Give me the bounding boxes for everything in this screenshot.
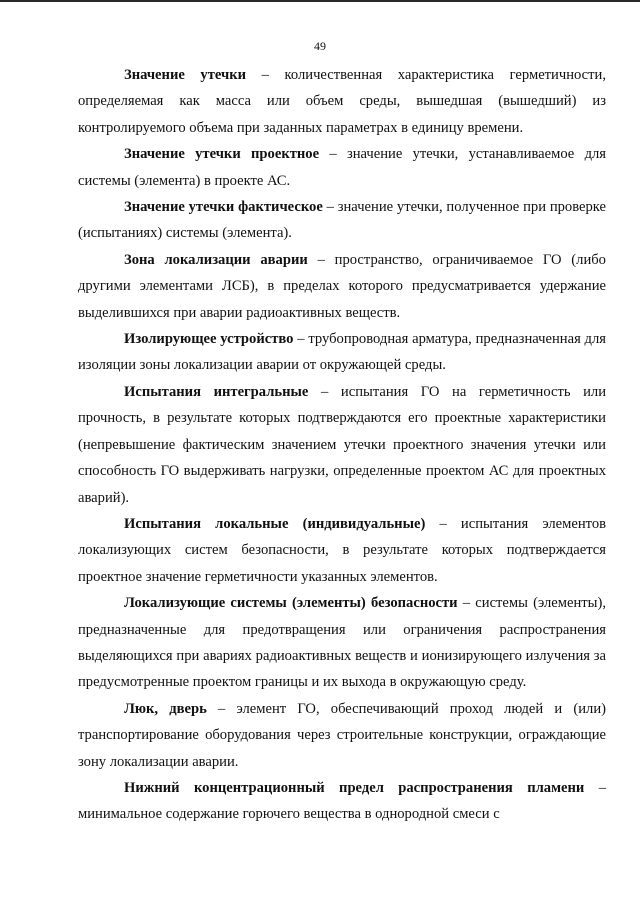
definition-paragraph (78, 247, 606, 326)
definition-text: – испытания ГО на герметичность или прочность, в результате которых подтверждаются его проектные характеристики (непревышение фактическим значением утечки проектного значения утечки или способность ГО выдерживать нагрузки, определенные проектом АС для проектных аварий). (78, 383, 607, 506)
definition-term: Изолирующее устройство (124, 331, 294, 348)
definition-text: – элемент ГО, обеспечивающий проход людей и (или) транспортирование оборудования через строительные конструкции, ограждающие зону локализации аварии. (78, 700, 606, 770)
definition-paragraph (78, 696, 606, 775)
definition-paragraph (78, 62, 606, 141)
definition-text: – трубопроводная арматура, предназначенная для изоляции зоны локализации аварии от окружающей среды. (78, 331, 606, 374)
top-rule (0, 0, 640, 2)
definition-paragraph (78, 590, 606, 696)
definition-term: Значение утечки фактическое (124, 199, 323, 216)
definition-term: Нижний концентрационный предел распространения пламени (124, 779, 585, 796)
definition-paragraph (78, 141, 606, 194)
definition-term: Зона локализации аварии (124, 251, 308, 268)
definition-term: Испытания интегральные (124, 383, 309, 400)
definition-term: Люк, дверь (124, 700, 207, 717)
definition-text: – значение утечки, устанавливаемое для системы (элемента) в проекте АС. (78, 146, 606, 189)
definition-text: – системы (элементы), предназначенные для предотвращения или ограничения распространения выделяющихся при авариях радиоактивных веществ и ионизирующего излучения за предусмотренные проектом границы и их выхода в окружающую среду. (78, 595, 606, 691)
definition-term: Значение утечки проектное (124, 146, 320, 163)
definition-term: Значение утечки (124, 67, 247, 83)
page-number: 49 (314, 39, 326, 53)
definition-text: – пространство, ограничиваемое ГО (либо другими элементами ЛСБ), в пределах которого предусматривается удержание выделившихся при аварии радиоактивных веществ. (78, 251, 606, 321)
document-body (78, 62, 606, 828)
definition-paragraph (78, 511, 606, 590)
definition-paragraph (78, 194, 606, 247)
definition-paragraph (78, 326, 606, 379)
definition-paragraph (78, 379, 606, 511)
definition-text: – минимальное содержание горючего вещества в однородной смеси с (78, 779, 607, 823)
definition-text: – испытания элементов локализующих систем безопасности, в результате которых подтверждается проектное значение герметичности указанных элементов. (78, 515, 607, 585)
definition-term: Испытания локальные (индивидуальные) (124, 515, 426, 532)
definition-paragraph (78, 775, 606, 828)
definition-text: – количественная характеристика герметичности, определяемая как масса или объем среды, вышедшая (вышедший) из контролируемого объема при заданных параметрах в единицу времени. (78, 67, 606, 136)
definition-term: Локализующие системы (элементы) безопасности (124, 595, 458, 612)
definition-text: – значение утечки, полученное при проверке (испытаниях) системы (элемента). (78, 199, 607, 242)
